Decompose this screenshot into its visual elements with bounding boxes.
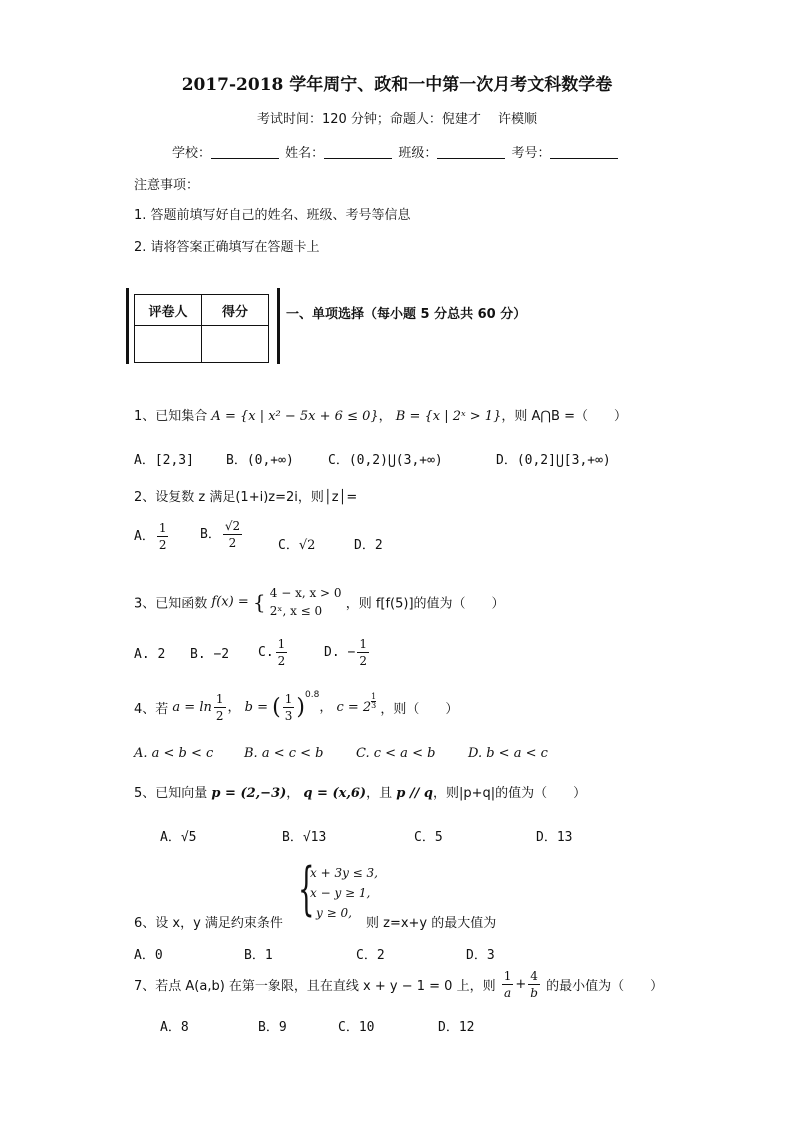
question-7: 7、若点 A(a,b) 在第一象限，且在直线 x + y − 1 = 0 上，则 $\frac{1}{a}$ + $\frac{4}{b}$ 的最小值为（ ） bbox=[134, 969, 664, 1000]
class-blank[interactable] bbox=[437, 146, 505, 159]
school-blank[interactable] bbox=[211, 146, 279, 159]
page-title: 2017-2018 学年周宁、政和一中第一次月考文科数学卷 bbox=[181, 75, 613, 95]
exam-info: 考试时间：120 分钟；命题人：倪建才 许模顺 bbox=[256, 112, 538, 127]
question-3: 3、已知函数 f(x) = { 4 − x, x > 0 2ˣ, x ≤ 0 ，则 f[f(5)]的值为（ ） bbox=[134, 586, 505, 618]
q3-option-c[interactable]: C. $\frac{1}{2}$ bbox=[258, 637, 286, 668]
system-brace: { bbox=[298, 857, 315, 924]
constraint-2: x − y ≥ 1, bbox=[310, 886, 371, 900]
q2-option-d[interactable]: D．2 bbox=[354, 538, 383, 553]
q1-option-c[interactable]: C．(0,2)⋃(3,+∞) bbox=[328, 453, 443, 468]
id-blank[interactable] bbox=[550, 146, 618, 159]
section-title: 一、单项选择（每小题 5 分总共 60 分） bbox=[286, 307, 527, 322]
q2-option-a[interactable]: A． $\frac{1}{2}$ bbox=[134, 521, 167, 552]
q4-option-c[interactable]: C. c < a < b bbox=[356, 746, 436, 761]
case-1: 4 − x, x > 0 bbox=[269, 586, 342, 600]
vector-p: p = (2,−3) bbox=[211, 786, 287, 801]
note-item: 2. 请将答案正确填写在答题卡上 bbox=[134, 240, 320, 255]
question-1: 1、已知集合 A = {x | x² − 5x + 6 ≤ 0}， B = {x | 2ˣ > 1}，则 A⋂B =（ ） bbox=[134, 409, 627, 424]
q7-option-a[interactable]: A．8 bbox=[160, 1020, 189, 1035]
school-label: 学校： bbox=[172, 146, 212, 161]
q6-option-a[interactable]: A．0 bbox=[134, 948, 163, 963]
q6-option-d[interactable]: D．3 bbox=[466, 948, 495, 963]
q5-option-c[interactable]: C．5 bbox=[414, 830, 443, 845]
notes-heading: 注意事项： bbox=[134, 178, 200, 193]
q4-option-d[interactable]: D. b < a < c bbox=[468, 746, 548, 761]
question-6-suffix: 则 z=x+y 的最大值为 bbox=[366, 916, 497, 931]
name-label: 姓名： bbox=[285, 146, 325, 161]
note-item: 1. 答题前填写好自己的姓名、班级、考号等信息 bbox=[134, 208, 411, 223]
q2-option-b[interactable]: B． $\frac{√2}{2}$ bbox=[200, 519, 241, 550]
score-cell[interactable] bbox=[202, 326, 269, 363]
set-b: B = {x | 2ˣ > 1} bbox=[395, 409, 502, 424]
q2-option-c[interactable]: C．√2 bbox=[278, 538, 316, 553]
vector-q: q = (x,6) bbox=[303, 786, 367, 801]
set-a: A = {x | x² − 5x + 6 ≤ 0} bbox=[211, 409, 379, 424]
constraint-1: x + 3y ≤ 3, bbox=[310, 866, 378, 880]
score-header: 得分 bbox=[202, 295, 269, 326]
question-5: 5、已知向量 p = (2,−3)， q = (x,6)，且 p // q，则|p+q|的值为（ ） bbox=[134, 786, 587, 801]
question-6: 6、设 x，y 满足约束条件 bbox=[134, 916, 283, 931]
grader-cell[interactable] bbox=[135, 326, 202, 363]
student-fields bbox=[172, 142, 620, 161]
q1-option-d[interactable]: D．(0,2]⋃[3,+∞) bbox=[496, 453, 611, 468]
q4-option-b[interactable]: B. a < c < b bbox=[244, 746, 324, 761]
id-label: 考号： bbox=[511, 146, 551, 161]
q3-option-a[interactable]: A. 2 bbox=[134, 647, 166, 662]
q1-option-b[interactable]: B．(0,+∞) bbox=[226, 453, 294, 468]
question-4: 4、若 a = ln $\frac{1}{2}$ ， b = ( $\frac{1}{3}$ )$^{0.8}$， c = 2 $\frac{1}{3}$ ，则（ ） bbox=[134, 690, 459, 723]
q5-option-b[interactable]: B．√13 bbox=[282, 830, 327, 845]
constraint-3: y ≥ 0, bbox=[316, 906, 352, 920]
q7-option-b[interactable]: B．9 bbox=[258, 1020, 287, 1035]
case-2: 2ˣ, x ≤ 0 bbox=[269, 604, 323, 618]
q1-option-a[interactable]: A．[2,3] bbox=[134, 453, 194, 468]
q7-option-d[interactable]: D．12 bbox=[438, 1020, 475, 1035]
grader-header: 评卷人 bbox=[135, 295, 202, 326]
name-blank[interactable] bbox=[324, 146, 392, 159]
q3-option-b[interactable]: B. −2 bbox=[190, 647, 230, 662]
class-label: 班级： bbox=[398, 146, 438, 161]
q6-option-b[interactable]: B．1 bbox=[244, 948, 273, 963]
q5-option-d[interactable]: D．13 bbox=[536, 830, 573, 845]
q6-option-c[interactable]: C．2 bbox=[356, 948, 385, 963]
q4-option-a[interactable]: A. a < b < c bbox=[134, 746, 214, 761]
q7-option-c[interactable]: C．10 bbox=[338, 1020, 375, 1035]
q5-option-a[interactable]: A．√5 bbox=[160, 830, 197, 845]
grade-table bbox=[134, 294, 269, 363]
question-2: 2、设复数 z 满足(1+i)z=2i，则│z│= bbox=[134, 490, 358, 505]
q3-option-d[interactable]: D. − $\frac{1}{2}$ bbox=[324, 637, 367, 668]
